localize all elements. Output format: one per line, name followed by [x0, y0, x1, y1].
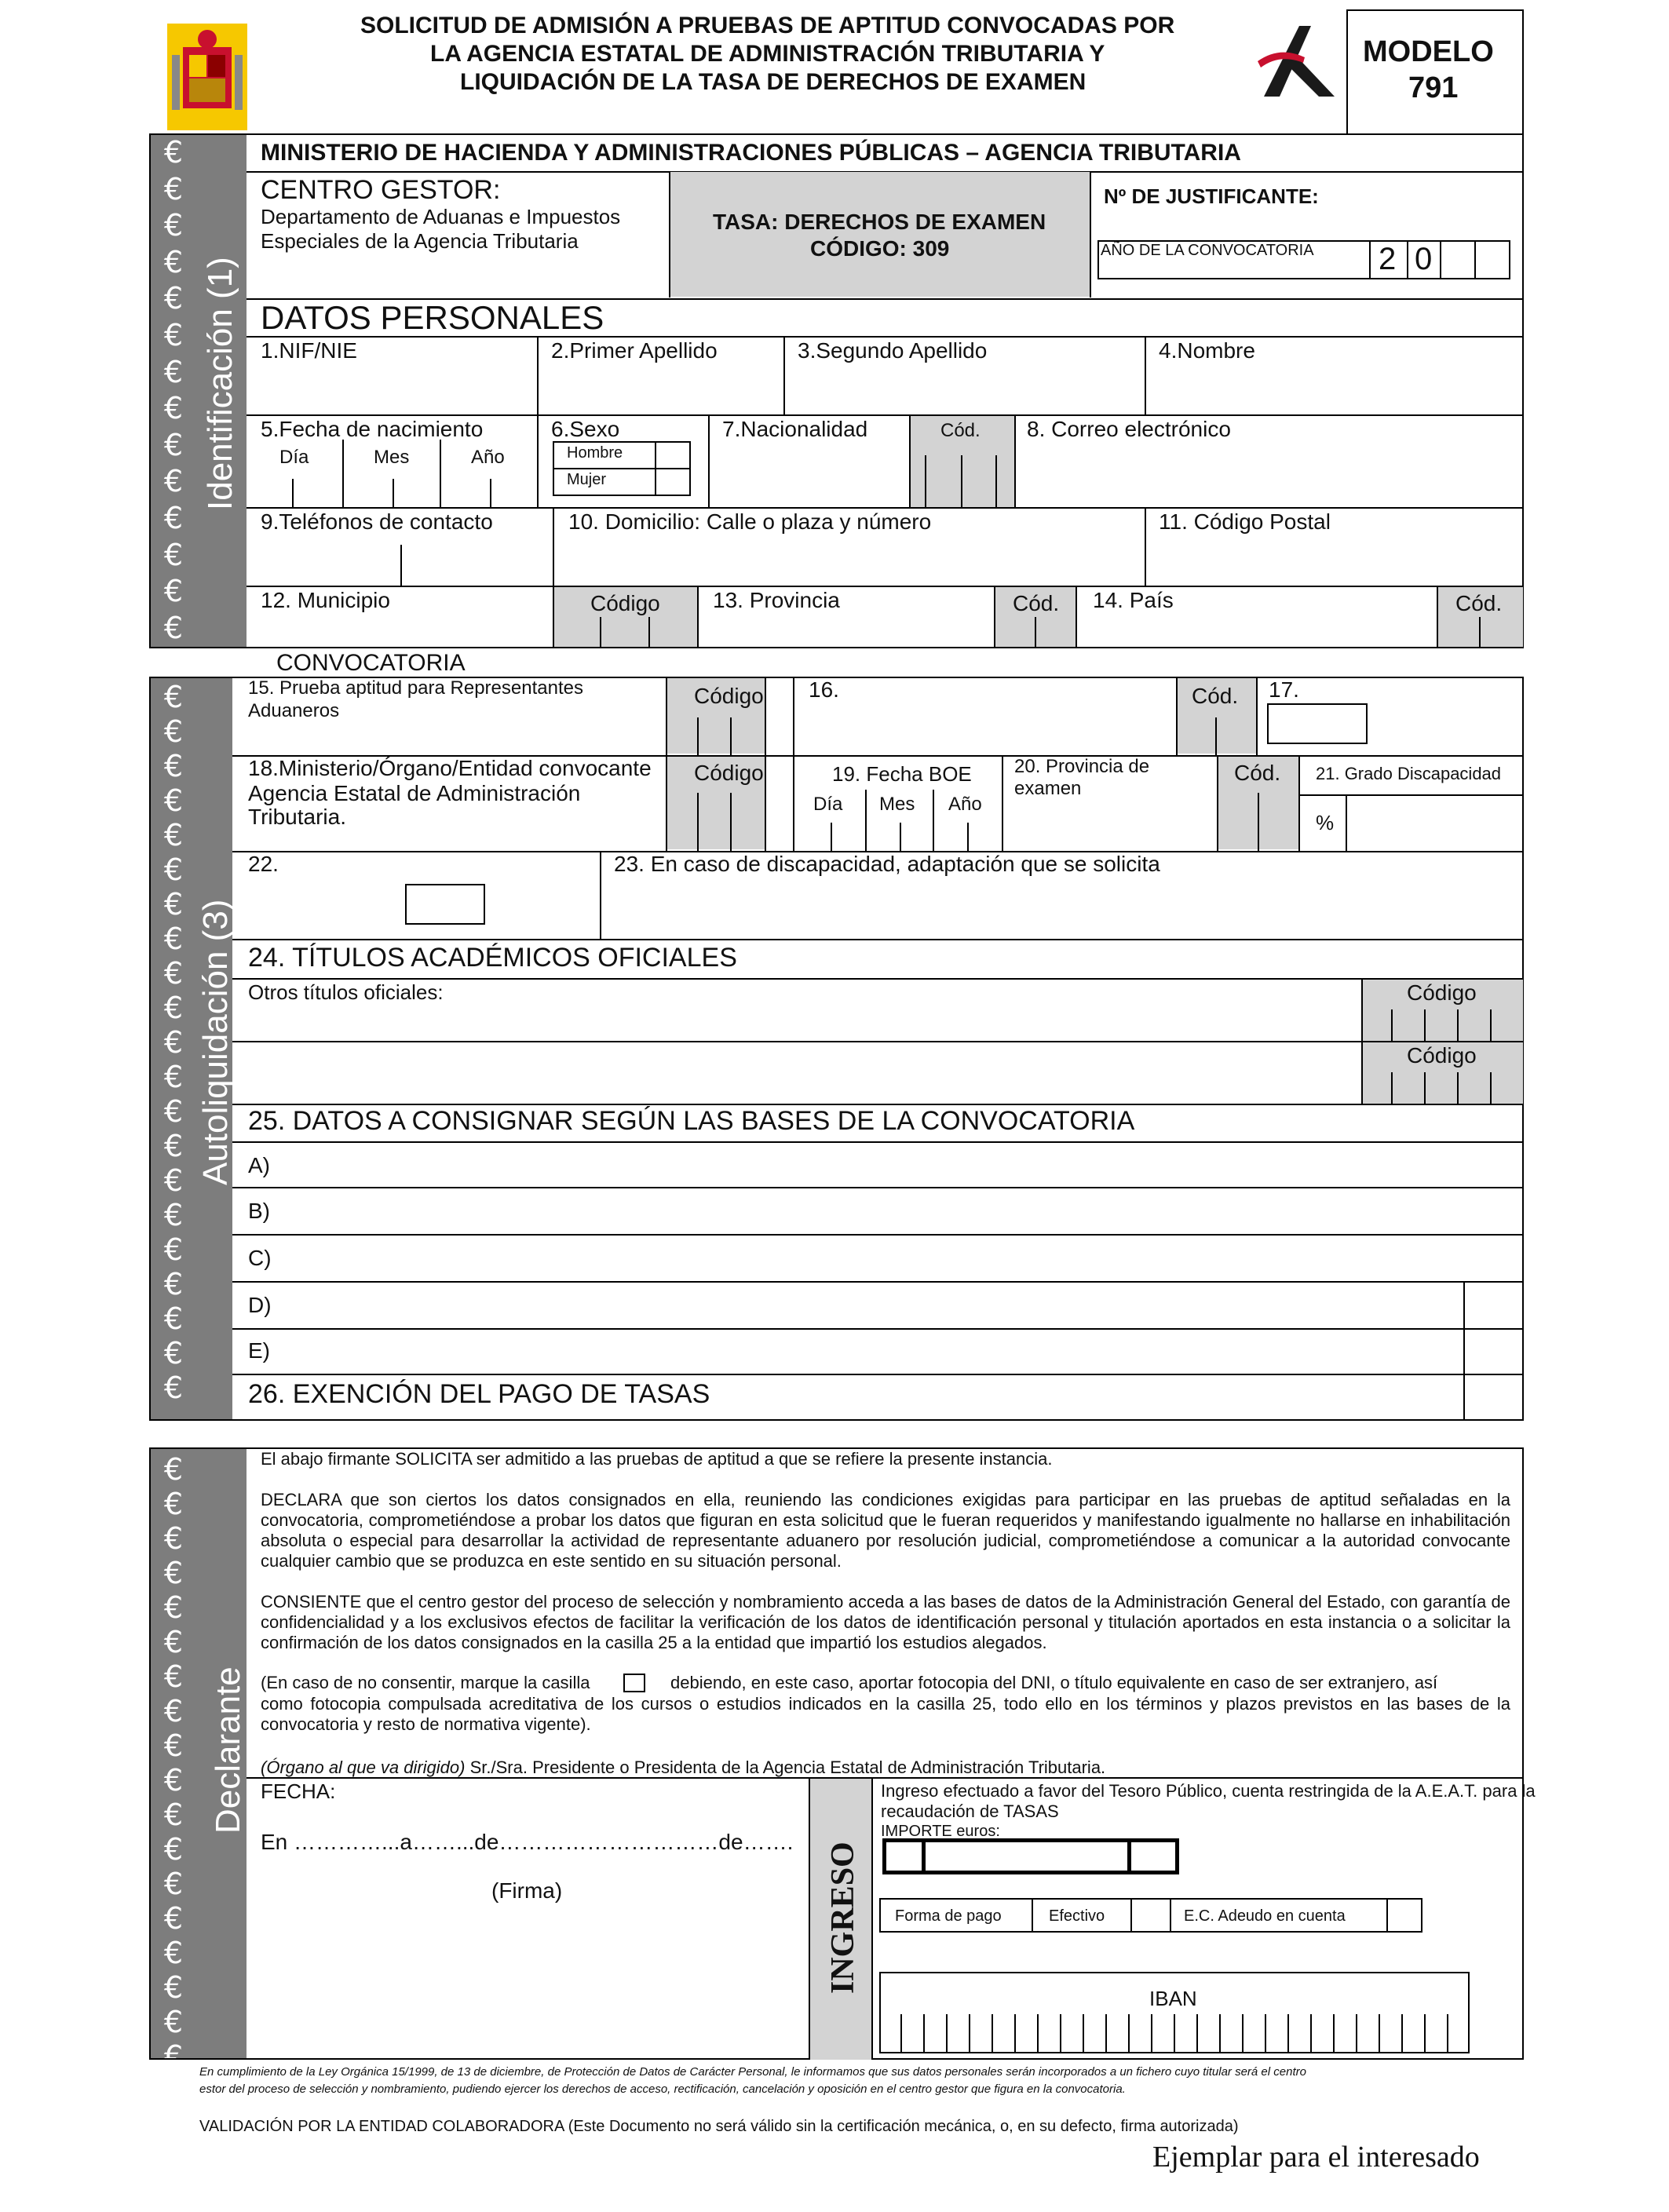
divider — [393, 479, 394, 507]
divider — [342, 440, 344, 507]
divider — [247, 1777, 1524, 1779]
field-16-label: 16. — [809, 677, 839, 702]
divider — [1490, 1072, 1492, 1104]
divider — [1361, 978, 1363, 1041]
nacionalidad-label: 7.Nacionalidad — [722, 417, 868, 441]
divider — [232, 1041, 1524, 1042]
mujer-label: Mujer — [567, 471, 607, 488]
divider — [232, 1104, 1524, 1105]
divider — [490, 479, 491, 507]
fecha-nacimiento-ticks — [292, 440, 496, 507]
field-19-label: 19. Fecha BOE — [832, 762, 972, 786]
divider — [697, 586, 699, 648]
fecha-dia-label: Día — [279, 447, 309, 468]
titulos-codigo-label-1: Código — [1407, 980, 1477, 1005]
ec-adeudo-checkbox[interactable] — [1388, 1900, 1421, 1931]
ingreso-text-1: Ingreso efectuado a favor del Tesoro Público, cuenta restringida de la A.E.A.T. para la — [881, 1781, 1536, 1801]
solicita-text: El abajo firmante SOLICITA ser admitido a las pruebas de aptitud a que se refiere la presente instancia. — [261, 1449, 1053, 1469]
form-title-line1: SOLICITUD DE ADMISIÓN A PRUEBAS DE APTITUD CONVOCADAS POR — [360, 13, 1175, 38]
telefonos-label: 9.Teléfonos de contacto — [261, 509, 493, 534]
divider — [232, 978, 1524, 980]
autoliquidacion-label: Autoliquidación (3) — [196, 899, 235, 1185]
agencia-tributaria-logo — [1256, 22, 1342, 100]
divider — [708, 414, 710, 507]
divider — [1076, 586, 1077, 648]
divider — [537, 336, 539, 414]
tasa-line2: CÓDIGO: 309 — [810, 236, 950, 261]
iban-cells — [879, 2014, 1470, 2053]
no-consentir-text-b: debiendo, en este caso, aportar fotocopia del DNI, o título equivalente en caso de ser extranjero, así — [670, 1673, 1438, 1692]
field-18-line3: Tributaria. — [248, 805, 347, 829]
field-17-label: 17. — [1269, 677, 1299, 702]
divider — [1490, 1009, 1492, 1041]
field-20-cod-label: Cód. — [1234, 761, 1281, 785]
divider — [600, 851, 601, 939]
nombre-label: 4.Nombre — [1159, 338, 1255, 363]
divider — [793, 677, 794, 755]
validacion-text: VALIDACIÓN POR LA ENTIDAD COLABORADORA (Este Documento no será válido sin la certificación mecánica, o, en su defecto, firma autorizada) — [199, 2118, 1239, 2135]
divider — [809, 1777, 810, 2060]
divider — [1176, 677, 1178, 755]
hombre-checkbox[interactable] — [656, 443, 689, 466]
hombre-label: Hombre — [567, 444, 623, 462]
datos-25-d: D) — [248, 1293, 272, 1317]
divider — [925, 455, 926, 507]
field-19-anio: Año — [948, 794, 982, 815]
fecha-anio-label: Año — [471, 447, 505, 468]
divider — [1457, 1072, 1459, 1104]
iban-label: IBAN — [1149, 1987, 1197, 2010]
spain-coat-of-arms-logo — [167, 24, 247, 130]
field-23-label: 23. En caso de discapacidad, adaptación que se solicita — [614, 852, 1160, 876]
titulos-title: 24. TÍTULOS ACADÉMICOS OFICIALES — [248, 943, 737, 973]
anio-convocatoria-label: AÑO DE LA CONVOCATORIA — [1101, 242, 1314, 259]
primer-apellido-label: 2.Primer Apellido — [551, 338, 718, 363]
importe-label: IMPORTE euros: — [881, 1823, 1000, 1840]
euro-column-2: € € € € € € € € € € € € € € € € € € € € € — [163, 680, 184, 1405]
declarante-label: Declarante — [209, 1666, 247, 1834]
divider — [1463, 1281, 1465, 1421]
field-19-mes: Mes — [879, 794, 915, 815]
divider — [922, 1838, 926, 1874]
divider — [666, 755, 667, 851]
divider — [292, 479, 294, 507]
divider — [553, 586, 554, 648]
divider — [247, 586, 1524, 587]
divider — [537, 414, 539, 507]
divider — [1258, 793, 1259, 851]
ec-adeudo-label: E.C. Adeudo en cuenta — [1184, 1907, 1346, 1925]
datos-personales-title: DATOS PERSONALES — [261, 299, 604, 336]
divider — [232, 1281, 1524, 1283]
divider — [1090, 172, 1091, 297]
fecha-label: FECHA: — [261, 1779, 336, 1803]
sexo-label: 6.Sexo — [551, 417, 620, 441]
identificacion-label: Identificación (1) — [201, 257, 239, 510]
firma-label: (Firma) — [491, 1878, 563, 1903]
divider — [669, 172, 670, 297]
divider — [697, 793, 699, 851]
field-17-input[interactable] — [1267, 703, 1368, 744]
divider — [1479, 617, 1481, 648]
divider — [1391, 1009, 1393, 1041]
divider — [900, 823, 901, 851]
pais-label: 14. País — [1093, 588, 1174, 612]
divider — [697, 717, 699, 755]
no-consentir-checkbox[interactable] — [623, 1674, 645, 1692]
consiente-text: CONSIENTE que el centro gestor del proceso de selección y nombramiento acceda a las bases de datos de la Administración General del Estado, con garantía de confidencialidad y a los exclusivos efectos de facilitar la verificación de los datos de identificación personal y titulación aportados en esta instancia o a solicitar la confirmación de los datos consignados en la casilla 25 a la entidad que impartió los estudios alegados. — [261, 1592, 1510, 1652]
divider — [783, 336, 785, 414]
datos-25-title: 25. DATOS A CONSIGNAR SEGÚN LAS BASES DE LA CONVOCATORIA — [248, 1106, 1135, 1136]
legal-text-2: estor del proceso de selección y nombramiento, pudiendo ejercer los derechos de acceso, rectificación, cancelación y oposición en el centro gestor que figura en la convocatoria. — [199, 2082, 1126, 2096]
correo-label: 8. Correo electrónico — [1027, 417, 1231, 441]
field-15-line1: 15. Prueba aptitud para Representantes — [248, 677, 583, 699]
field-22-input[interactable] — [405, 884, 485, 925]
field-20-line1: 20. Provincia de — [1014, 756, 1150, 777]
divider — [247, 414, 1524, 416]
field-20-line2: examen — [1014, 778, 1082, 799]
titulos-codigo-label-2: Código — [1407, 1043, 1477, 1068]
divider — [1457, 1009, 1459, 1041]
euro-column-1: € € € € € € € € € € € € € € — [163, 135, 184, 645]
divider — [995, 455, 997, 507]
divider — [553, 507, 554, 586]
divider — [247, 336, 1524, 338]
provincia-label: 13. Provincia — [713, 588, 840, 612]
divider — [600, 617, 601, 648]
divider — [1170, 1898, 1171, 1933]
municipio-codigo-label: Código — [590, 591, 660, 615]
justificante-label: Nº DE JUSTIFICANTE: — [1104, 184, 1319, 208]
form-title-line3: LIQUIDACIÓN DE LA TASA DE DERECHOS DE EXAMEN — [460, 69, 1086, 95]
field-22-label: 22. — [248, 852, 279, 876]
exencion-title: 26. EXENCIÓN DEL PAGO DE TASAS — [248, 1379, 710, 1409]
efectivo-label: Efectivo — [1049, 1907, 1105, 1925]
ingreso-label: INGRESO — [825, 1842, 861, 1994]
modelo-label: MODELO — [1363, 35, 1494, 68]
divider — [967, 823, 969, 851]
legal-text-1: En cumplimiento de la Ley Orgánica 15/1999, de 13 de diciembre, de Protección de Datos de Carácter Personal, le informamos que sus datos personales serán incorporados a un fichero cuyo titular será el centro — [199, 2065, 1306, 2079]
divider — [909, 414, 911, 507]
fecha-mes-label: Mes — [374, 447, 410, 468]
divider — [793, 755, 794, 851]
nacionalidad-cod-label: Cód. — [940, 420, 981, 441]
segundo-apellido-label: 3.Segundo Apellido — [798, 338, 988, 363]
divider — [232, 939, 1524, 940]
ingreso-text-2: recaudación de TASAS — [881, 1801, 1059, 1821]
divider — [232, 1187, 1524, 1188]
datos-25-e: E) — [248, 1338, 270, 1363]
divider — [232, 1234, 1524, 1236]
declara-text: DECLARA que son ciertos los datos consignados en ella, reuniendo las condiciones exigidas para participar en las pruebas de aptitud señaladas en la convocatoria, comprometiéndose a probar los datos que figuran en esta solicitud que le fueran requeridos y manifestando igualmente no hallarse en inhabilitación absoluta o especial para desarrollar la actividad de representante aduanero por resolución judicial, comprometiéndose a comunicar a la autoridad convocante cualquier cambio que se produzca en este sentido en su situación personal. — [261, 1490, 1510, 1571]
divider — [765, 677, 766, 755]
divider — [648, 617, 650, 648]
mujer-checkbox[interactable] — [656, 469, 689, 495]
divider — [1002, 755, 1003, 851]
divider — [831, 823, 832, 851]
forma-pago-label: Forma de pago — [895, 1907, 1002, 1925]
datos-25-b: B) — [248, 1199, 270, 1223]
municipio-label: 12. Municipio — [261, 588, 390, 612]
divider — [1424, 1009, 1426, 1041]
divider — [871, 1777, 873, 2060]
divider — [1298, 755, 1300, 851]
no-consentir-text-a: (En caso de no consentir, marque la casilla — [261, 1673, 590, 1692]
field-16-cod-label: Cód. — [1192, 684, 1239, 708]
field-15-codigo-label: Código — [694, 684, 764, 708]
form-title-line2: LA AGENCIA ESTATAL DE ADMINISTRACIÓN TRIBUTARIA Y — [430, 41, 1105, 67]
divider — [1014, 414, 1016, 507]
divider — [933, 790, 934, 851]
field-21-label: 21. Grado Discapacidad — [1316, 764, 1502, 783]
divider — [1145, 507, 1146, 586]
field-18-codigo-label: Código — [694, 761, 764, 785]
convocatoria-title: CONVOCATORIA — [276, 650, 466, 676]
divider — [666, 677, 667, 755]
field-19-dia: Día — [813, 794, 843, 815]
datos-25-c: C) — [248, 1246, 272, 1270]
importe-input[interactable] — [882, 1838, 1179, 1874]
divider — [1440, 240, 1441, 279]
ejemplar-label: Ejemplar para el interesado — [1152, 2141, 1480, 2174]
divider — [1145, 336, 1146, 414]
ministry-header: MINISTERIO DE HACIENDA Y ADMINISTRACIONES PÚBLICAS – AGENCIA TRIBUTARIA — [261, 140, 1241, 166]
fecha-nacimiento-label: 5.Fecha de nacimiento — [261, 417, 484, 441]
divider — [1474, 240, 1476, 279]
divider — [1127, 1838, 1131, 1874]
divider — [232, 1328, 1524, 1330]
modelo-number: 791 — [1408, 71, 1459, 104]
field-18-line1: 18.Ministerio/Órgano/Entidad convocante — [248, 756, 652, 780]
divider — [961, 455, 962, 507]
tasa-line1: TASA: DERECHOS DE EXAMEN — [713, 210, 1046, 234]
divider — [765, 755, 766, 851]
centro-gestor-label: CENTRO GESTOR: — [261, 175, 501, 205]
divider — [730, 793, 732, 851]
divider — [1407, 240, 1408, 279]
efectivo-checkbox[interactable] — [1132, 1900, 1168, 1931]
euro-column-3: € € € € € € € € € € € € € € € € € € € € € € — [163, 1452, 184, 2212]
nif-label: 1.NIF/NIE — [261, 338, 357, 363]
domicilio-label: 10. Domicilio: Calle o plaza y número — [568, 509, 932, 534]
field-15-line2: Aduaneros — [248, 700, 340, 721]
anio-digit-2: 0 — [1415, 242, 1433, 276]
divider — [1032, 1898, 1033, 1933]
divider — [232, 1374, 1524, 1375]
centro-gestor-line2: Especiales de la Agencia Tributaria — [261, 229, 579, 253]
fecha-line: En …………...a……...de…………………………de……. — [261, 1830, 794, 1854]
divider — [994, 586, 995, 648]
field-21-percent: % — [1316, 811, 1335, 834]
divider — [865, 790, 867, 851]
divider — [1035, 617, 1036, 648]
codigo-postal-label: 11. Código Postal — [1159, 509, 1331, 534]
divider — [440, 440, 441, 507]
divider — [730, 717, 732, 755]
divider — [1437, 586, 1438, 648]
centro-gestor-line1: Departamento de Aduanas e Impuestos — [261, 205, 621, 228]
organo-text: (Órgano al que va dirigido) Sr./Sra. Presidente o Presidenta de la Agencia Estatal de Administración Tributaria. — [261, 1758, 1106, 1777]
provincia-cod-label: Cód. — [1013, 591, 1060, 615]
divider — [400, 545, 402, 586]
divider — [1298, 794, 1524, 796]
divider — [1361, 1041, 1363, 1104]
divider — [1369, 240, 1371, 279]
divider — [1256, 677, 1258, 755]
divider — [247, 507, 1524, 509]
divider — [1346, 794, 1347, 851]
divider — [1391, 1072, 1393, 1104]
datos-25-a: A) — [248, 1153, 270, 1177]
anio-digit-1: 2 — [1379, 242, 1397, 276]
otros-titulos-label: Otros títulos oficiales: — [248, 980, 444, 1004]
field-18-line2: Agencia Estatal de Administración — [248, 781, 581, 805]
divider — [1217, 755, 1218, 851]
pais-cod-label: Cód. — [1455, 591, 1503, 615]
divider — [232, 1141, 1524, 1143]
divider — [1424, 1072, 1426, 1104]
no-consentir-text-c: como fotocopia compulsada acreditativa de los cursos o estudios indicados en la casilla 25, todo ello en los términos y plazos previstos en las bases de la convocatoria y resto de normativa vigente). — [261, 1694, 1510, 1734]
divider — [1215, 717, 1217, 755]
